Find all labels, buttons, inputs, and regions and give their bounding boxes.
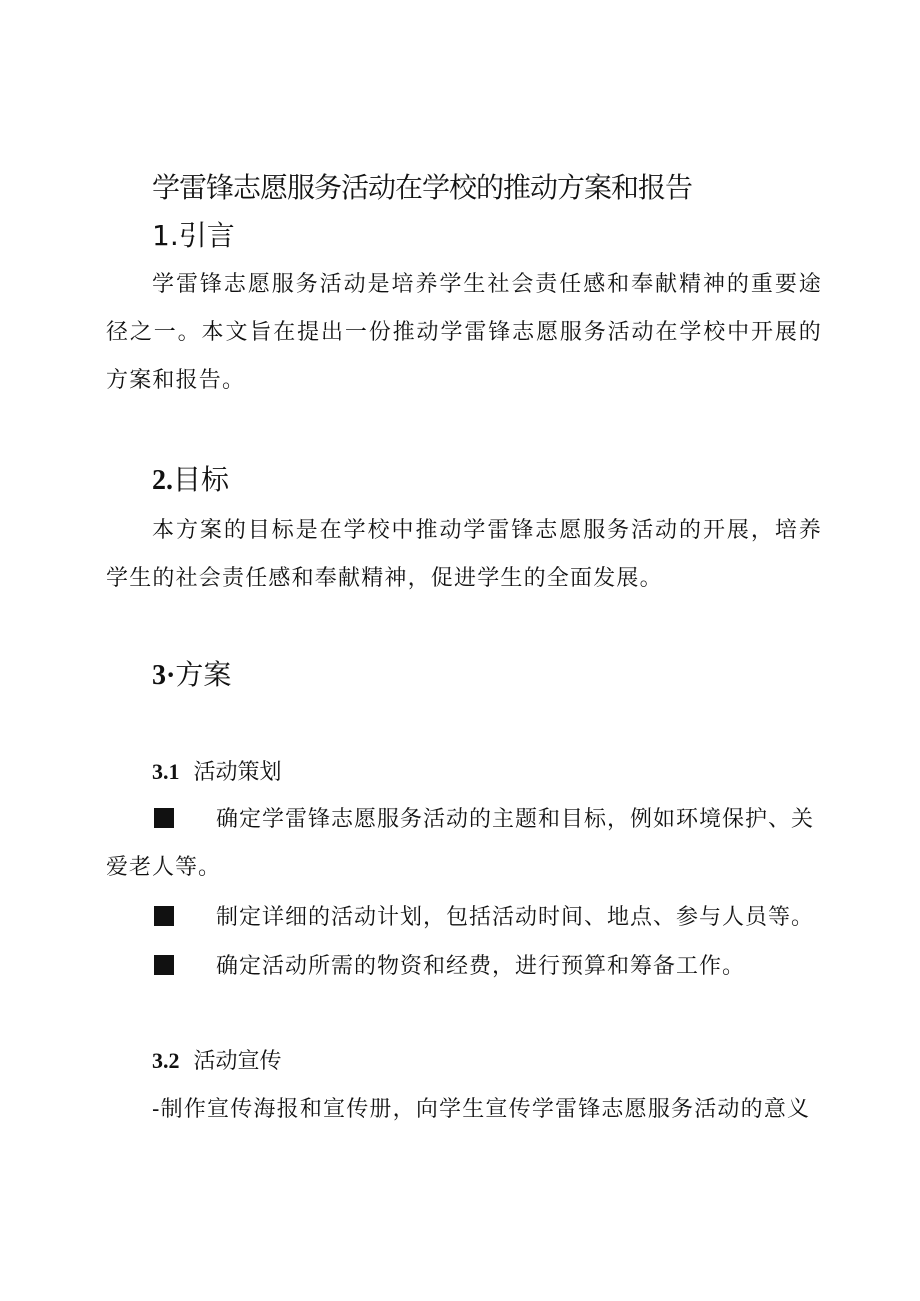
section-number: 2.	[152, 465, 173, 496]
section-heading-goal	[152, 462, 229, 499]
list-item-text: 确定活动所需的物资和经费，进行预算和筹备工作。	[216, 954, 746, 979]
square-bullet-icon	[154, 808, 174, 828]
list-item-text: 制定详细的活动计划，包括活动时间、地点、参与人员等。	[216, 905, 815, 930]
section-heading-intro	[152, 218, 235, 254]
list-item-text: 确定学雷锋志愿服务活动的主题和目标，例如环境保护、关爱老人等。	[106, 807, 815, 880]
section-title: 目标	[173, 463, 230, 496]
goal-paragraph: 本方案的目标是在学校中推动学雷锋志愿服务活动的开展，培养学生的社会责任感和奉献精神，促进学生的全面发展。	[106, 518, 822, 591]
section-title: 引言	[178, 219, 235, 252]
subsection-number: 3.2	[152, 1048, 180, 1073]
subsection-heading-planning	[152, 757, 282, 788]
list-item	[106, 943, 822, 991]
list-item-text: -制作宣传海报和宣传册，向学生宣传学雷锋志愿服务活动的意义	[152, 1097, 811, 1122]
list-item	[106, 796, 822, 892]
subsection-heading-promotion	[152, 1046, 282, 1077]
subsection-title: 活动宣传	[193, 1049, 282, 1074]
section-number: 3·	[152, 660, 176, 691]
document-title: 学雷锋志愿服务活动在学校的推动方案和报告	[152, 171, 693, 204]
section-title: 方案	[175, 658, 232, 691]
section-heading-plan	[152, 657, 231, 694]
list-item	[106, 894, 822, 942]
subsection-number: 3.1	[152, 759, 180, 784]
intro-paragraph: 学雷锋志愿服务活动是培养学生社会责任感和奉献精神的重要途径之一。本文旨在提出一份推动学雷锋志愿服务活动在学校中开展的方案和报告。	[106, 272, 822, 393]
square-bullet-icon	[154, 906, 174, 926]
section-number: 1.	[152, 219, 179, 252]
subsection-title: 活动策划	[193, 760, 282, 785]
square-bullet-icon	[154, 955, 174, 975]
